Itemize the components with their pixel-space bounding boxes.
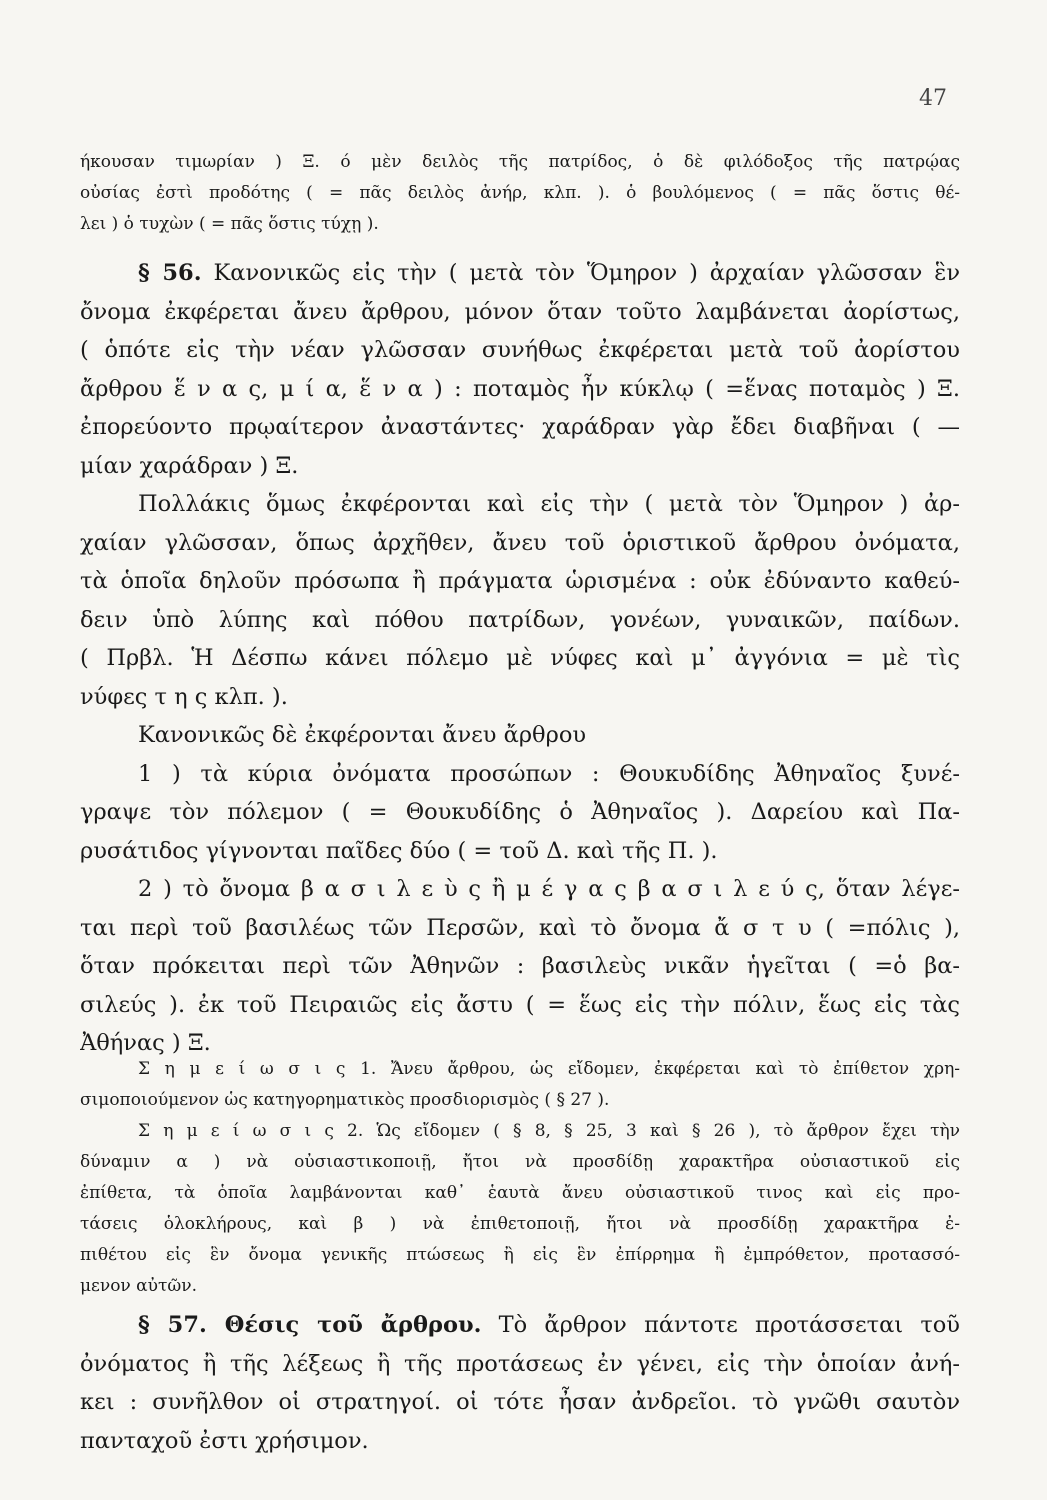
- paragraph-continuation: [80, 147, 960, 240]
- section-56: [80, 254, 960, 1063]
- text-line: οὐσίας ἐστὶ προδότης ( = πᾶς δειλὸς ἀνήρ, κλπ. ). ὁ βουλόμενος ( = πᾶς ὅστις θέ-: [80, 183, 960, 203]
- section-57: [80, 1306, 960, 1460]
- text-line: Ἀθήνας ) Ξ.: [80, 1030, 211, 1056]
- text-line: ὀνόματος ἢ τῆς λέξεως ἢ τῆς προτάσεως ἐν γένει, εἰς τὴν ὁποίαν ἀνή-: [80, 1350, 960, 1377]
- text-line: νύφες τ η ς κλπ. ).: [80, 683, 288, 710]
- text-line: ἐπίθετα, τὰ ὁποῖα λαμβάνονται καθ᾽ ἑαυτὰ ἄνευ οὐσιαστικοῦ τινος καὶ εἰς προ-: [80, 1183, 960, 1203]
- text-line: γραψε τὸν πόλεμον ( = Θουκυδίδης ὁ Ἀθηναῖος ). Δαρείου καὶ Πα-: [80, 799, 960, 825]
- text-line: δειν ὑπὸ λύπης καὶ πόθου πατρίδων, γονέων, γυναικῶν, παίδων.: [80, 606, 960, 633]
- text-line: πανταχοῦ ἐστι χρήσιμον.: [80, 1427, 369, 1454]
- text-line: κει : συνῆλθον οἱ στρατηγοί. οἱ τότε ἦσαν ἀνδρεῖοι. τὸ γνῶθι σαυτὸν: [80, 1389, 960, 1415]
- text-line: σιμοποιούμενον ὡς κατηγορηματικὸς προσδιορισμὸς ( § 27 ).: [80, 1090, 610, 1110]
- text-line: λει ) ὁ τυχὼν ( = πᾶς ὅστις τύχῃ ).: [80, 214, 379, 234]
- text-line: Πολλάκις ὅμως ἐκφέρονται καὶ εἰς τὴν ( μετὰ τὸν Ὅμηρον ) ἀρ-: [138, 491, 960, 517]
- section-57-heading-line: § 57. Θέσις τοῦ ἄρθρου. Τὸ ἄρθρον πάντοτε προτάσσεται τοῦ: [138, 1312, 960, 1338]
- text-line: 1 ) τὰ κύρια ὀνόματα προσώπων : Θουκυδίδης Ἀθηναῖος ξυνέ-: [138, 760, 960, 787]
- text-line: πιθέτου εἰς ἓν ὄνομα γενικῆς πτώσεως ἢ εἰς ἓν ἐπίρρημα ἢ ἐμπρόθετον, προτασσό-: [80, 1245, 960, 1265]
- page-number: 47: [919, 86, 947, 111]
- text-line: δύναμιν α ) νὰ οὐσιαστικοποιῇ, ἤτοι νὰ προσδίδῃ χαρακτῆρα οὐσιαστικοῦ εἰς: [80, 1152, 960, 1172]
- text-line: τὰ ὁποῖα δηλοῦν πρόσωπα ἢ πράγματα ὡρισμένα : οὐκ ἐδύναντο καθεύ-: [80, 568, 960, 594]
- text-line: χαίαν γλῶσσαν, ὅπως ἀρχῆθεν, ἄνευ τοῦ ὁριστικοῦ ἄρθρου ὀνόματα,: [80, 529, 960, 556]
- text-line: Κανονικῶς δὲ ἐκφέρονται ἄνευ ἄρθρου: [138, 722, 587, 748]
- notes: [80, 1054, 960, 1302]
- text-line: σιλεύς ). ἐκ τοῦ Πειραιῶς εἰς ἄστυ ( = ἕως εἰς τὴν πόλιν, ἕως εἰς τὰς: [80, 991, 960, 1018]
- text-line: ρυσάτιδος γίγνονται παῖδες δύο ( = τοῦ Δ. καὶ τῆς Π. ).: [80, 837, 718, 864]
- text-line: ἄρθρου ἕ ν α ς, μ ί α, ἕ ν α ) : ποταμὸς ἦν κύκλῳ ( =ἕνας ποταμὸς ) Ξ.: [80, 375, 960, 402]
- section-56-heading-line: § 56. Κανονικῶς εἰς τὴν ( μετὰ τὸν Ὅμηρον ) ἀρχαίαν γλῶσσαν ἓν: [138, 260, 960, 286]
- text-line: ὄνομα ἐκφέρεται ἄνευ ἄρθρου, μόνον ὅταν τοῦτο λαμβάνεται ἀορίστως,: [80, 298, 960, 325]
- text-line: μενον αὐτῶν.: [80, 1276, 197, 1296]
- text-line: ἐπορεύοντο πρῳαίτερον ἀναστάντες· χαράδραν γὰρ ἔδει διαβῆναι ( —: [80, 414, 960, 440]
- text-line: ( ὁπότε εἰς τὴν νέαν γλῶσσαν συνήθως ἐκφέρεται μετὰ τοῦ ἀορίστου: [80, 337, 960, 363]
- text-line: μίαν χαράδραν ) Ξ.: [80, 452, 299, 479]
- note-2-line: Σ η μ ε ί ω σ ι ς 2. Ὡς εἴδομεν ( § 8, § 25, 3 καὶ § 26 ), τὸ ἄρθρον ἔχει τὴν: [138, 1121, 960, 1141]
- text-line: ( Πρβλ. Ἡ Δέσπω κάνει πόλεμο μὲ νύφες καὶ μ᾽ ἀγγόνια = μὲ τὶς: [80, 645, 960, 671]
- text-line: 2 ) τὸ ὄνομα β α σ ι λ ε ὺ ς ἢ μ έ γ α ς β α σ ι λ ε ύ ς, ὅταν λέγε-: [138, 876, 960, 902]
- text-line: ὅταν πρόκειται περὶ τῶν Ἀθηνῶν : βασιλεὺς νικᾶν ἡγεῖται ( =ὁ βα-: [80, 953, 960, 979]
- text-line: ται περὶ τοῦ βασιλέως τῶν Περσῶν, καὶ τὸ ὄνομα ἄ σ τ υ ( =πόλις ),: [80, 914, 960, 941]
- note-1-line: Σ η μ ε ί ω σ ι ς 1. Ἄνευ ἄρθρου, ὡς εἴδομεν, ἐκφέρεται καὶ τὸ ἐπίθετον χρη-: [138, 1059, 960, 1079]
- text-line: τάσεις ὁλοκλήρους, καὶ β ) νὰ ἐπιθετοποιῇ, ἤτοι νὰ προσδίδῃ χαρακτῆρα ἐ-: [80, 1214, 960, 1234]
- text-line: ήκουσαν τιμωρίαν ) Ξ. ό μὲν δειλὸς τῆς πατρίδος, ὁ δὲ φιλόδοξος τῆς πατρῴας: [80, 152, 960, 172]
